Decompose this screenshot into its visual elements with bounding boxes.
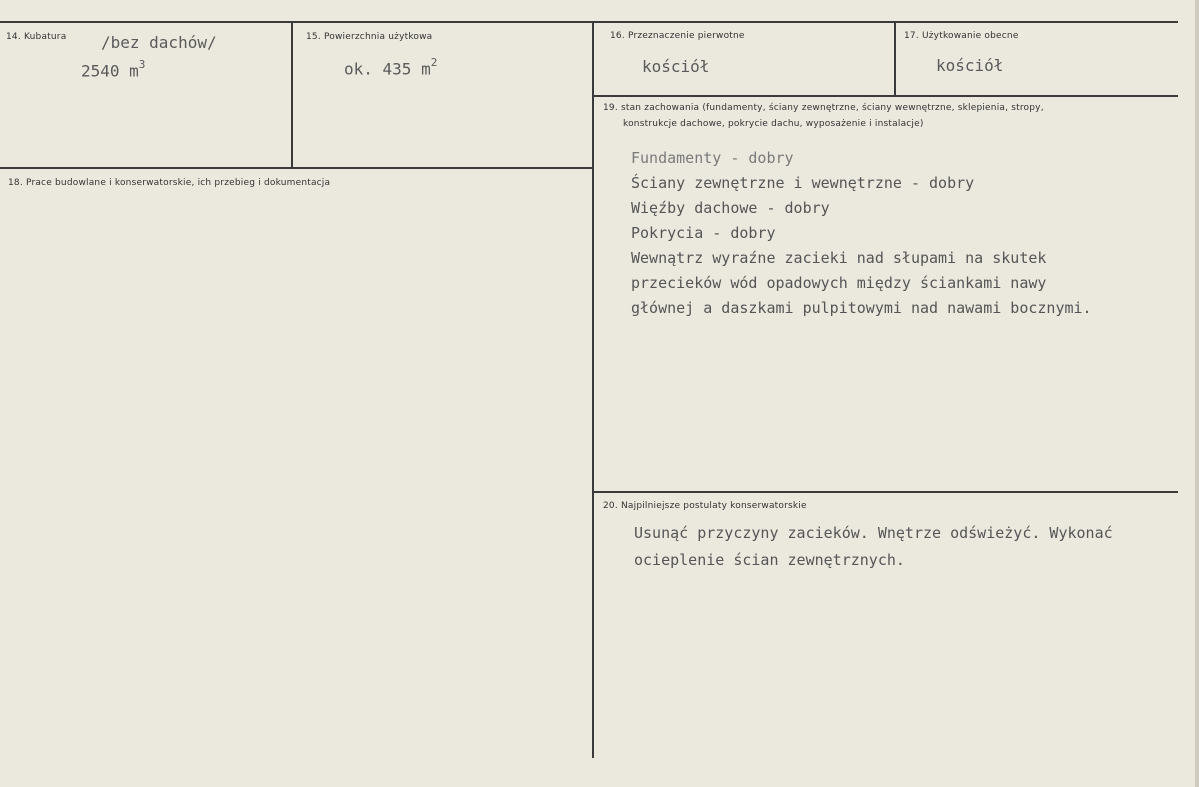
field-16-label: 16. Przeznaczenie pierwotne <box>610 31 745 41</box>
field-20-line: ocieplenie ścian zewnętrznych. <box>634 551 905 569</box>
divider-16-17 <box>894 21 896 96</box>
field-14-note: /bez dachów/ <box>101 33 217 52</box>
field-14-unit-sup: 3 <box>138 58 146 71</box>
field-20-text <box>634 520 1113 574</box>
field-19-line: Więźby dachowe - dobry <box>631 199 830 217</box>
field-17-label: 17. Użytkowanie obecne <box>904 31 1019 41</box>
field-19-line: głównej a daszkami pulpitowymi nad nawami bocznymi. <box>631 299 1092 317</box>
card-edge <box>1195 0 1199 787</box>
field-15-value: ok. 435 m <box>344 59 431 79</box>
field-19-line: Fundamenty - dobry <box>631 149 794 167</box>
field-15-label: 15. Powierzchnia użytkowa <box>306 32 433 42</box>
divider-19-20 <box>594 491 1178 493</box>
divider-16-19 <box>594 95 1178 97</box>
field-19-line: przecieków wód opadowych między ściankami nawy <box>631 274 1047 292</box>
field-19-line: Ściany zewnętrzne i wewnętrzne - dobry <box>631 174 975 192</box>
field-15-value-wrap <box>344 58 437 78</box>
field-19-text <box>631 146 1092 321</box>
field-19-label-line1: 19. stan zachowania (fundamenty, ściany zewnętrzne, ściany wewnętrzne, sklepienia, stropy, <box>603 103 1044 113</box>
divider-14-15 <box>291 21 293 168</box>
divider-15-18 <box>0 167 594 169</box>
field-19-line: Pokrycia - dobry <box>631 224 776 242</box>
top-border <box>0 21 1178 23</box>
field-14-value: 2540 m <box>81 61 139 81</box>
center-divider <box>592 21 594 758</box>
field-19-line: Wewnątrz wyraźne zacieki nad słupami na skutek <box>631 249 1047 267</box>
field-18-label: 18. Prace budowlane i konserwatorskie, ich przebieg i dokumentacja <box>8 178 331 188</box>
field-16-value: kościół <box>642 57 710 76</box>
field-20-line: Usunąć przyczyny zacieków. Wnętrze odświeżyć. Wykonać <box>634 524 1113 542</box>
field-15-unit-sup: 2 <box>430 56 438 69</box>
field-20-label: 20. Najpilniejsze postulaty konserwatorskie <box>603 501 807 511</box>
field-17-value: kościół <box>936 56 1004 75</box>
field-14-value-wrap <box>81 60 145 80</box>
field-14-label: 14. Kubatura <box>6 32 67 42</box>
field-19-label-line2: konstrukcje dachowe, pokrycie dachu, wyposażenie i instalacje) <box>623 119 924 129</box>
